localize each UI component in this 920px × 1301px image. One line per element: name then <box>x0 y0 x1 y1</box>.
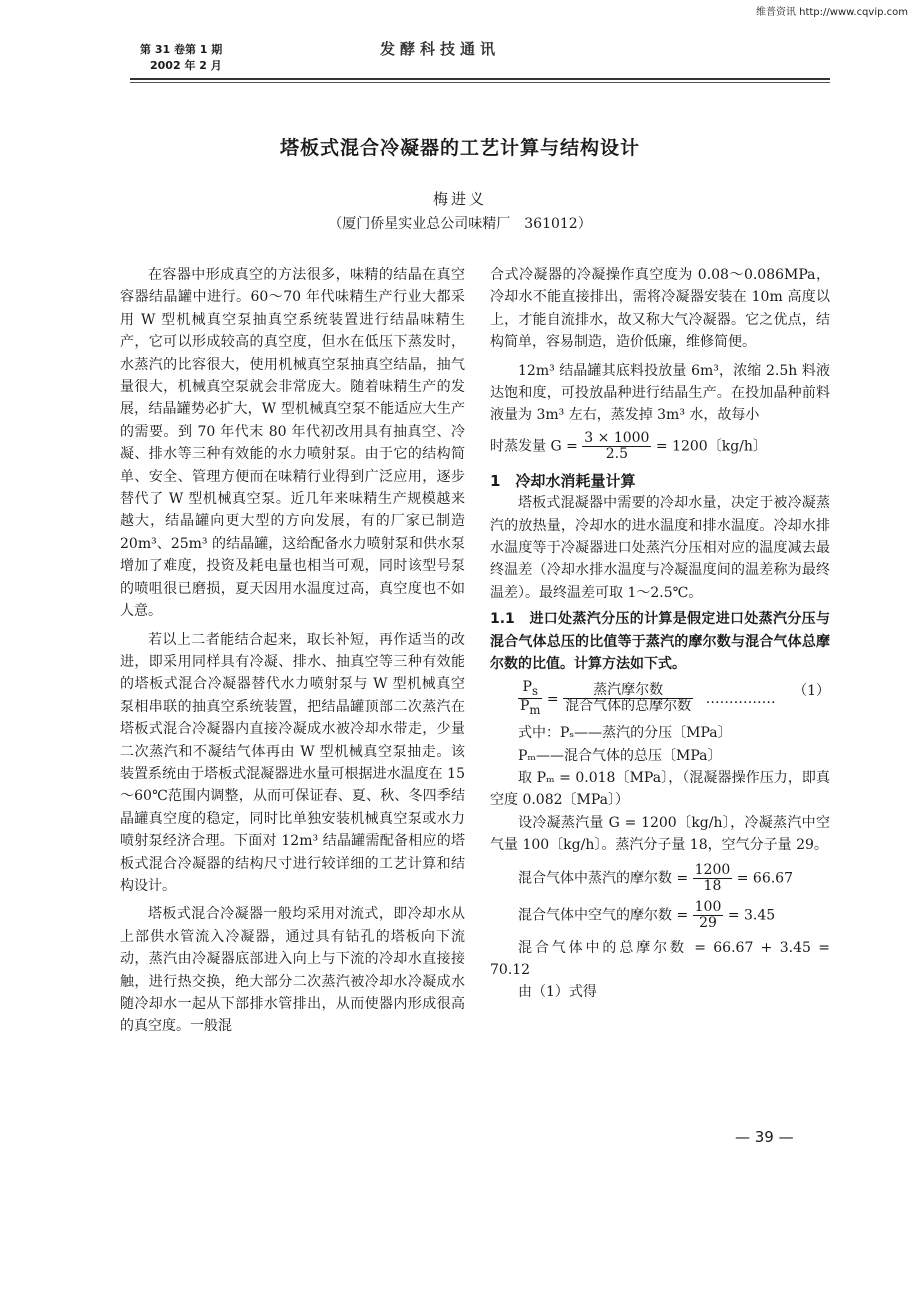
paragraph: 取 Pₘ = 0.018〔MPa〕，（混凝器操作压力，即真空度 0.082〔MPa〕） <box>490 769 830 809</box>
equation-air-moles: 混合气体中空气的摩尔数 = $\frac{100}{29}$ = 3.45 <box>518 898 776 931</box>
fraction: $\frac{100}{29}$ <box>694 898 722 931</box>
paragraph: 由（1）式得 <box>518 984 597 1001</box>
paragraph: 塔板式混合冷凝器一般均采用对流式，即冷却水从上部供水管流入冷凝器，通过具有钻孔的塔板向下流动，蒸汽由冷凝器底部进入向上与下流的冷却水直接接触，进行热交换，绝大部分二次蒸汽被冷却水冷凝成水随冷却水一起从下部排水管排出，从而使器内形成很高的真空度。一般混 <box>120 906 465 1035</box>
watermark: 维普资讯 http://www.cqvip.com <box>755 7 908 18</box>
definition: Pₘ——混合气体的总压〔MPa〕 <box>518 747 722 764</box>
right-column <box>490 264 830 1004</box>
equation-total-moles: 混合气体中的总摩尔数 = 66.67 + 3.45 = 70.12 <box>490 939 830 978</box>
date-label: 2002 年 2 月 <box>150 59 222 72</box>
issue-info <box>140 42 222 74</box>
equation-steam-moles: 混合气体中蒸汽的摩尔数 = $\frac{1200}{18}$ = 66.67 <box>518 861 793 894</box>
left-column <box>120 264 465 1038</box>
section-heading: 1 冷却水消耗量计算 <box>490 471 636 490</box>
fraction: $\frac{3 \times 1000}{2.5}$ <box>584 429 650 462</box>
paragraph: 12m³ 结晶罐其底料投放量 6m³，浓缩 2.5h 料液达饱和度，可投放晶种进行结晶生产。在投加晶种前料液量为 3m³ 左右，蒸发掉 3m³ 水，故每小 <box>490 362 830 424</box>
paragraph: 若以上二者能结合起来，取长补短，再作适当的改进，即采用同样具有冷凝、排水、抽真空等三种有效能的塔板式混合冷凝器替代水力喷射泵与 W 型机械真空泵相串联的抽真空系统装置，把结晶罐顶部二次蒸汽在塔板式混合冷凝器内直接冷凝成水被冷却水带走，少量二次蒸汽和不凝结气体再由 W 型机械真空泵抽走。该装置系统由于塔板式混凝器进水量可根据进水温度在 15～60℃范围内调整，从而可保证春、夏、秋、冬四季结晶罐真空度的稳定，同时比单独安装机械真空泵或水力喷射泵经济合理。下面对 12m³ 结晶罐需配备相应的塔板式混合冷凝器的结构尺寸进行较详细的工艺计算和结构设计。 <box>120 631 465 894</box>
fraction: $\frac{\text{蒸汽摩尔数}}{\text{混合气体的总摩尔数}}$ <box>565 682 692 715</box>
equation-hourly-evaporation: 时蒸发量 G = $\frac{3 \times 1000}{2.5}$ = 1200〔kg/h〕 <box>490 429 767 462</box>
paragraph: 在容器中形成真空的方法很多，味精的结晶在真空容器结晶罐中进行。60～70 年代味精生产行业大都采用 W 型机械真空泵抽真空系统装置进行结晶味精生产，它可以形成较高的真空度，但水在低压下蒸发时，水蒸汽的比容很大，使用机械真空泵抽真空结晶，抽气量很大，机械真空泵就会非常庞大。随着味精生产的发展，结晶罐势必扩大，W 型机械真空泵不能适应大生产的需要。到 70 年代末 80 年代初改用具有抽真空、冷凝、排水等三种有效能的水力喷射泵。由于它的结构简单、安全、管理方便而在味精行业得到广泛应用，逐步替代了 W 型机械真空泵。近几年来味精生产规模越来越大，结晶罐向更大型的方向发展，有的厂家已制造 20m³、25m³ 的结晶罐，这给配备水力喷射泵和供水泵增加了难度，投资及耗电量也相当可观，同时该型号泵的喷咀很已磨损，夏天因用水温度过高，真空度也不如人意。 <box>120 267 465 620</box>
paragraph: 合式冷凝器的冷凝操作真空度为 0.08～0.086MPa，冷却水不能直接排出，需将冷凝器安装在 10m 高度以上，才能自流排水，故又称大气冷凝器。它之优点，结构简单，容易制造，造价低廉，维修简便。 <box>490 267 830 351</box>
affiliation: （厦门侨星实业总公司味精厂 361012） <box>328 216 592 232</box>
article-title: 塔板式混合冷凝器的工艺计算与结构设计 <box>279 137 640 159</box>
author: 梅进义 <box>432 190 487 208</box>
header-rule <box>130 78 830 80</box>
subsection-heading: 1.1 进口处蒸汽分压的计算是假定进口处蒸汽分压与混合气体总压的比值等于蒸汽的摩尔数与混合气体总摩尔数的比值。计算方法如下式。 <box>490 611 830 673</box>
page-number: — 39 — <box>735 1128 794 1146</box>
definition: 式中：Pₛ——蒸汽的分压〔MPa〕 <box>518 725 732 742</box>
fraction: $\frac{P_s}{P_m}$ <box>520 678 541 718</box>
paragraph: 设冷凝蒸汽量 G = 1200〔kg/h〕，冷凝蒸汽中空气量 100〔kg/h〕。蒸汽分子量 18，空气分子量 29。 <box>490 814 830 854</box>
journal-name: 发酵科技通讯 <box>380 40 501 58</box>
equation-1: （1） $\frac{P_s}{P_m}$ = $\frac{\text{蒸汽摩尔数}}{\text{混合气体的总摩尔数}}$ …………… <box>520 678 830 718</box>
header-rule-thin <box>130 82 830 83</box>
paragraph: 塔板式混凝器中需要的冷却水量，决定于被冷凝蒸汽的放热量，冷却水的进水温度和排水温度。冷却水排水温度等于冷凝器进口处蒸汽分压相对应的温度减去最终温差（冷却水排水温度与冷凝温度间的温差称为最终温差）。最终温差可取 1～2.5℃。 <box>490 495 830 601</box>
volume-label: 第 31 卷第 1 期 <box>140 43 223 56</box>
fraction: $\frac{1200}{18}$ <box>694 861 731 894</box>
